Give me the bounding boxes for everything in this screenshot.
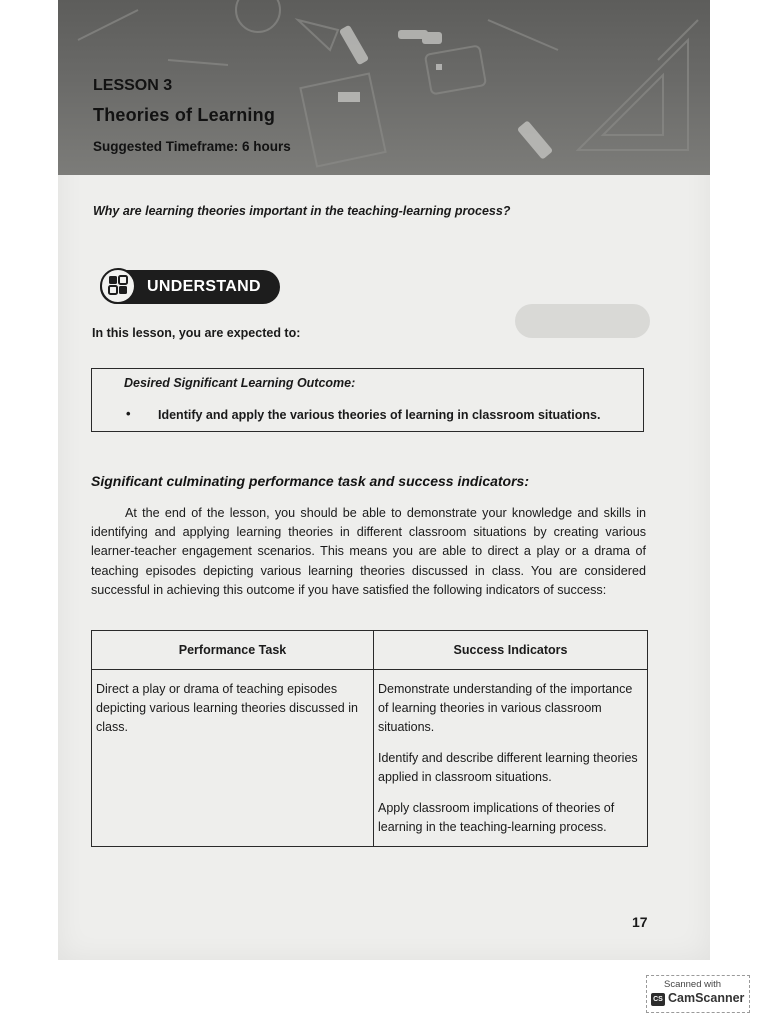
- table-header-row: [92, 631, 648, 670]
- table-row: [92, 670, 648, 847]
- performance-table: [91, 630, 648, 847]
- intro-text: In this lesson, you are expected to:: [92, 326, 301, 340]
- camscanner-logo-icon: CS: [651, 993, 665, 1006]
- success-indicator: Apply classroom implications of theories of learning in the teaching-learning process.: [378, 801, 615, 834]
- culminating-paragraph: At the end of the lesson, you should be able to demonstrate your knowledge and skills in identifying and applying learning theories in different classroom situations by creating various learner-teacher engagement scenarios. This means you are able to direct a play or a drama of teaching episodes depicting various learning theories discussed in class. You are considered successful in achieving this outcome if you have satisfied the following indicators of success:: [91, 506, 646, 597]
- table-header-indicators: Success Indicators: [374, 631, 648, 670]
- success-indicator: Demonstrate understanding of the importance of learning theories in various classroom situations.: [378, 682, 633, 734]
- lesson-number: LESSON 3: [93, 77, 173, 94]
- success-indicator: Identify and describe different learning theories applied in classroom situations.: [378, 751, 638, 784]
- section-label: UNDERSTAND: [147, 278, 261, 295]
- suggested-timeframe: Suggested Timeframe: 6 hours: [93, 139, 291, 154]
- bullet-icon: •: [126, 406, 131, 421]
- success-indicators-cell: [374, 670, 648, 847]
- watermark-caption: Scanned with: [664, 979, 722, 990]
- watermark-brand: CamScanner: [668, 991, 745, 1005]
- page-number: 17: [632, 914, 648, 930]
- table-header-task: Performance Task: [92, 631, 374, 670]
- outcome-item: Identify and apply the various theories of learning in classroom situations.: [158, 408, 601, 422]
- faded-bleedthrough-tab: [515, 304, 650, 338]
- performance-task-cell: Direct a play or drama of teaching episodes depicting various learning theories discussed in class.: [92, 670, 374, 847]
- essential-question: Why are learning theories important in the teaching-learning process?: [93, 204, 511, 218]
- outcome-heading: Desired Significant Learning Outcome:: [124, 376, 356, 390]
- lesson-title: Theories of Learning: [93, 105, 276, 125]
- culminating-heading: Significant culminating performance task and success indicators:: [91, 473, 530, 489]
- puzzle-head-icon: [100, 268, 136, 304]
